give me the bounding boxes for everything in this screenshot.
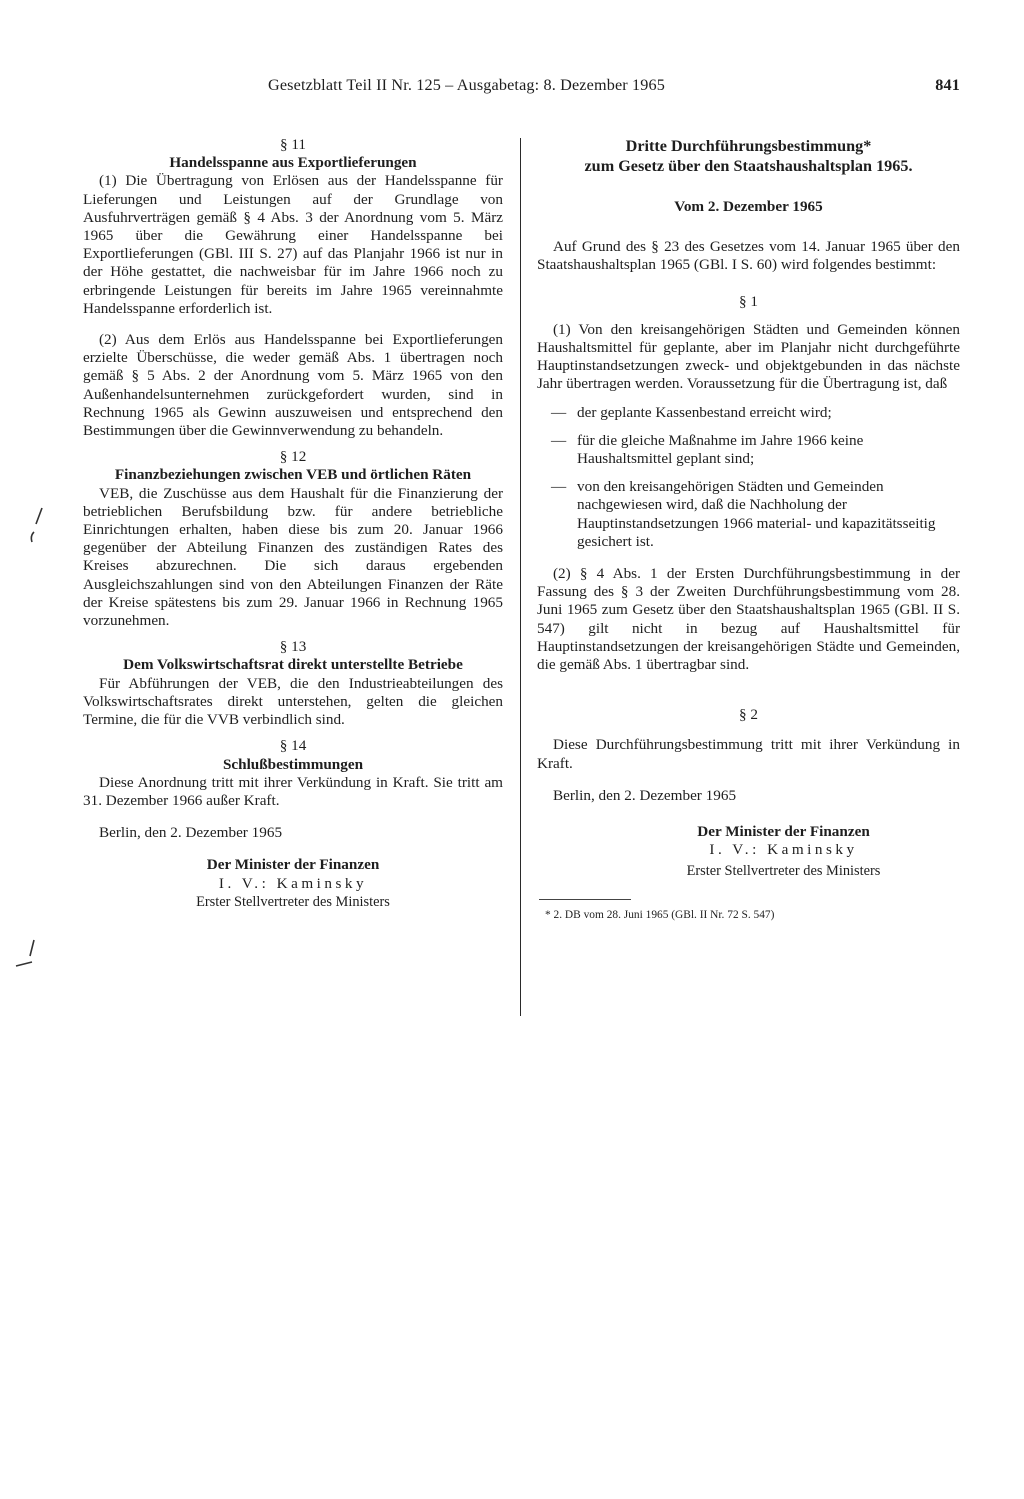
section-11-paragraph-1: (1) Die Übertragung von Erlösen aus der Handelsspanne für Lieferungen und Leistungen auf der Grundlage von Ausfuhrverträgen gemäß § 4 Abs. 3 der Anordnung vom 5. März 1965 über die Gewährung einer Handelsspanne bei Exportlieferungen (GBl. III S. 27) auf das Planjahr 1966 ist nur in der Höhe gestattet, die nachweisbar für im Jahre 1966 noch zu erbringende Leistungen für bereits im Jahre 1965 vereinnahmte Handelsspanne erforderlich ist. — [83, 172, 503, 317]
footnote: * 2. DB vom 28. Juni 1965 (GBl. II Nr. 72 S. 547) — [545, 908, 775, 921]
section-12-heading: Finanzbeziehungen zwischen VEB und örtlichen Räten — [114, 466, 472, 484]
condition-text: von den kreisangehörigen Städten und Gemeinden nachgewiesen wird, daß die Nachholung der Hauptinstandsetzungen 1966 material- und kapazitätsseitig gesichert ist. — [577, 478, 936, 550]
left-column — [83, 136, 503, 911]
section-2-paragraph: Diese Durchführungsbestimmung tritt mit ihrer Verkündung in Kraft. — [537, 736, 960, 772]
place-and-date: Berlin, den 2. Dezember 1965 — [99, 824, 283, 842]
dash-bullet: — — [551, 478, 567, 496]
regulation-title-line-2: zum Gesetz über den Staatshaushaltsplan 1965. — [584, 157, 913, 175]
signature-role: Erster Stellvertreter des Ministers — [196, 893, 390, 910]
section-11-number: § 11 — [279, 136, 306, 153]
section-1-paragraph-1: (1) Von den kreisangehörigen Städten und Gemeinden können Haushaltsmittel für geplante, aber im Planjahr nicht durchgeführte Hauptinstandsetzungen zweck- und objektgebunden in das nächste Jahr übertragen werden. Voraussetzung für die Übertragung ist, daß — [537, 320, 960, 393]
section-12-paragraph: VEB, die Zuschüsse aus dem Haushalt für die Finanzierung der betrieblichen Berufsbildung bzw. für andere betriebliche Einrichtungen erhalten, haben diese bis zum 20. Januar 1966 gegenüber der Abteilung Finanzen des zuständigen Rates des Kreises abzurechnen. Die sich daraus ergebenden Ausgleichszahlungen sind von den Abteilungen Finanzen der Räte der Kreise spätestens bis zum 29. Januar 1966 in Rechnung 1965 vorzunehmen. — [83, 484, 503, 630]
section-14-heading: Schlußbestimmungen — [222, 755, 364, 773]
condition-text: für die gleiche Maßnahme im Jahre 1966 keine Haushaltsmittel geplant sind; — [577, 431, 864, 468]
section-12-number: § 12 — [279, 448, 307, 466]
condition-item — [537, 478, 960, 551]
condition-text: der geplante Kassenbestand erreicht wird; — [577, 403, 832, 421]
section-2-number: § 2 — [739, 706, 758, 724]
section-13-paragraph: Für Abführungen der VEB, die den Industrieabteilungen des Volkswirtschaftsrates direkt unterstehen, gelten die gleichen Termine, die für die VVB verbindlich sind. — [83, 674, 503, 729]
condition-list — [537, 404, 960, 551]
section-13-number: § 13 — [279, 638, 307, 656]
page-header — [268, 76, 960, 98]
regulation-title-line-1: Dritte Durchführungsbestimmung* — [625, 137, 872, 155]
footnote-rule — [539, 899, 631, 900]
page-number: 841 — [935, 76, 960, 94]
section-11-paragraph-2: (2) Aus dem Erlös aus Handelsspanne bei Exportlieferungen erzielte Überschüsse, die weder gemäß Abs. 1 übertragen noch gemäß § 5 Abs. 2 der Anordnung vom 5. März 1965 von den Außenhandelsunternehmen zurückgefordert wurden, sind in Rechnung 1965 als Gewinn auszuweisen und entsprechend den Bestimmungen über die Gewinnverwendung zu behandeln. — [83, 331, 503, 440]
section-1-paragraph-2: (2) § 4 Abs. 1 der Ersten Durchführungsbestimmung in der Fassung des § 3 der Zweiten Durchführungsbestimmung vom 28. Juni 1965 zum Gesetz über den Staatshaushaltsplan 1965 (GBl. II S. 547) gilt nicht in bezug auf Haushaltsmittel für Hauptinstandsetzungen der kreisangehörigen Städte und Gemeinden, die gemäß Abs. 1 übertragbar sind. — [537, 565, 960, 674]
signature-office: Der Minister der Finanzen — [206, 856, 380, 874]
condition-item — [537, 432, 960, 468]
right-column — [537, 136, 960, 922]
preamble: Auf Grund des § 23 des Gesetzes vom 14. Januar 1965 über den Staatshaushaltsplan 1965 (GBl. I S. 60) wird folgendes bestimmt: — [537, 238, 960, 274]
signature-block — [83, 856, 503, 911]
dash-bullet: — — [551, 431, 567, 449]
section-13-heading: Dem Volkswirtschaftsrat direkt unterstellte Betriebe — [123, 656, 463, 674]
signature-office: Der Minister der Finanzen — [697, 823, 870, 841]
section-1-number: § 1 — [739, 292, 758, 310]
margin-pencil-mark — [28, 506, 48, 546]
section-14-number: § 14 — [279, 737, 307, 755]
dash-bullet: — — [551, 403, 567, 421]
signature-name: I. V.: Kaminsky — [218, 874, 368, 892]
signature-name: I. V.: Kaminsky — [709, 841, 858, 859]
signature-role: Erster Stellvertreter des Ministers — [686, 863, 881, 880]
gazette-title: Gesetzblatt Teil II Nr. 125 – Ausgabetag: 8. Dezember 1965 — [268, 76, 666, 94]
section-14-paragraph: Diese Anordnung tritt mit ihrer Verkündung in Kraft. Sie tritt am 31. Dezember 1966 außer Kraft. — [83, 773, 503, 809]
regulation-date: Vom 2. Dezember 1965 — [674, 198, 823, 215]
place-and-date: Berlin, den 2. Dezember 1965 — [553, 786, 737, 804]
section-11-heading: Handelsspanne aus Exportlieferungen — [169, 154, 417, 172]
margin-pencil-mark-2 — [12, 938, 42, 972]
signature-block — [537, 823, 960, 881]
column-divider — [520, 138, 521, 1016]
condition-item — [537, 404, 960, 422]
